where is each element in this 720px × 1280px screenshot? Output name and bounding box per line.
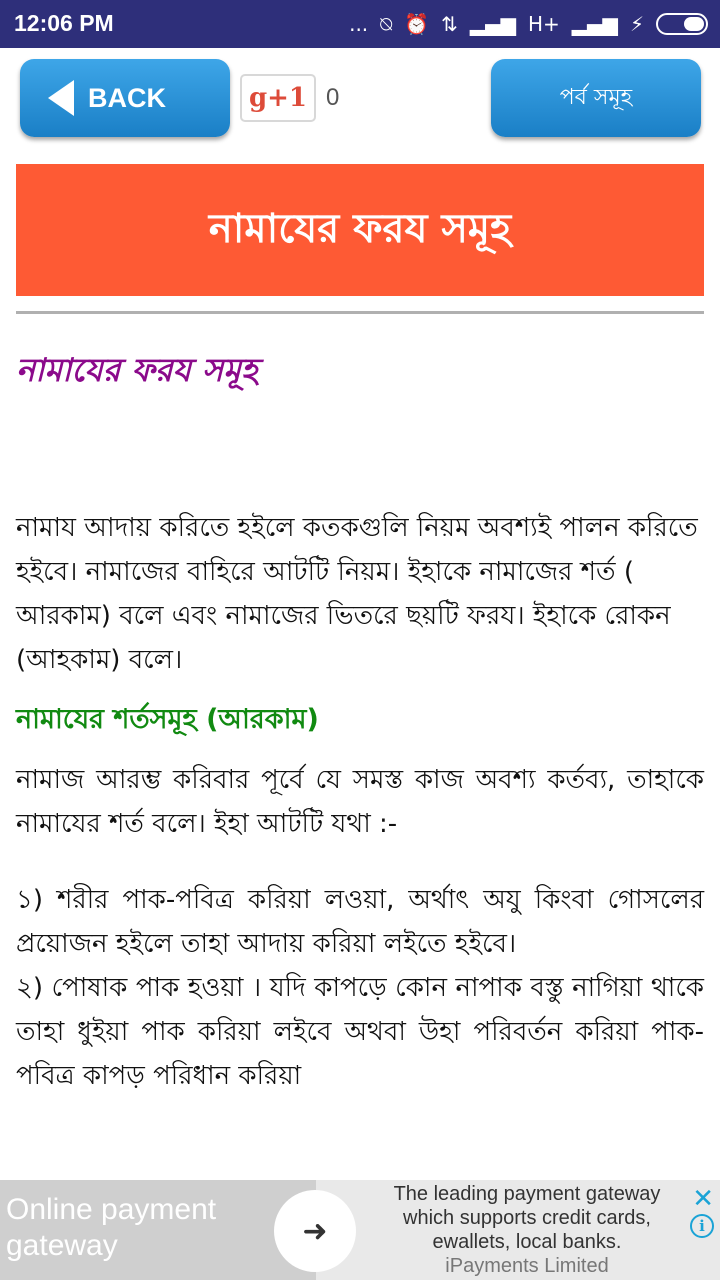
ad-company: iPayments Limited: [445, 1255, 609, 1277]
ad-body: The leading payment gateway which supports credit cards, ewallets, local banks.: [393, 1183, 661, 1253]
ad-arrow-icon[interactable]: ➜: [274, 1190, 356, 1272]
alarm-icon: ⏰: [404, 12, 430, 36]
toolbar: [0, 48, 720, 150]
spacer: [16, 742, 704, 758]
episodes-button[interactable]: পর্ব সমূহ: [491, 59, 701, 137]
vibrate-off-icon: ⍉: [380, 12, 393, 36]
conditions-heading: নামাযের শর্তসমূহ (আরকাম): [16, 704, 319, 735]
spacer: [16, 846, 704, 878]
battery-icon: [656, 13, 708, 35]
divider: [16, 311, 704, 314]
status-time: 12:06 PM: [14, 10, 114, 36]
ad-text[interactable]: [370, 1180, 684, 1278]
condition-item-2: ২) পোষাক পাক হওয়া । যদি কাপড়ে কোন নাপাক বস্তু নাগিয়া থাকে তাহা ধুইয়া পাক করিয়া লইবে অথবা উহা পরিবর্তন করিয়া পাক-পবিত্র কাপড় পরিধান করিয়া: [16, 973, 704, 1091]
ad-close-icon[interactable]: ✕: [692, 1184, 714, 1214]
google-plus-button[interactable]: g+1: [240, 74, 316, 122]
status-icons: [349, 10, 708, 38]
ad-headline[interactable]: Online payment gateway: [0, 1180, 316, 1280]
back-arrow-icon: [48, 80, 74, 116]
network-type-icon: H+: [528, 12, 560, 36]
spacer: [16, 400, 704, 506]
google-plus-count: 0: [326, 84, 340, 111]
condition-item-1: ১) শরীর পাক-পবিত্র করিয়া লওয়া, অর্থাৎ অযু কিংবা গোসলের প্রয়োজন হইলে তাহা আদায় করিয়া লইতে হইবে।: [16, 885, 704, 959]
back-button[interactable]: [20, 59, 230, 137]
signal-icon: ▂▄▆: [469, 12, 516, 36]
article-heading: নামাযের ফরয সমূহ: [16, 351, 258, 389]
title-banner: নামাযের ফরয সমূহ: [16, 164, 704, 296]
ad-info-icon[interactable]: i: [690, 1214, 714, 1238]
status-bar: [0, 0, 720, 48]
charging-icon: ⚡: [629, 12, 644, 36]
intro-paragraph: নামায আদায় করিতে হইলে কতকগুলি নিয়ম অবশ্যই পালন করিতে হইবে। নামাজের বাহিরে আটটি নিয়ম। ইহাকে নামাজের শর্ত ( আরকাম) বলে এবং নামাজের ভিতরে ছয়টি ফরয। ইহাকে রোকন (আহকাম) বলে।: [16, 513, 698, 675]
article-content: [16, 340, 704, 1098]
more-dots-icon: ...: [349, 12, 369, 36]
data-arrows-icon: ⇅: [441, 12, 458, 36]
conditions-paragraph: নামাজ আরম্ভ করিবার পূর্বে যে সমস্ত কাজ অবশ্য কর্তব্য, তাহাকে নামাযের শর্ত বলে। ইহা আটটি যথা :-: [16, 765, 704, 839]
signal-icon-2: ▂▄▆: [571, 12, 618, 36]
ad-banner[interactable]: [0, 1180, 720, 1280]
spacer: [16, 682, 704, 698]
back-label: BACK: [88, 83, 166, 113]
